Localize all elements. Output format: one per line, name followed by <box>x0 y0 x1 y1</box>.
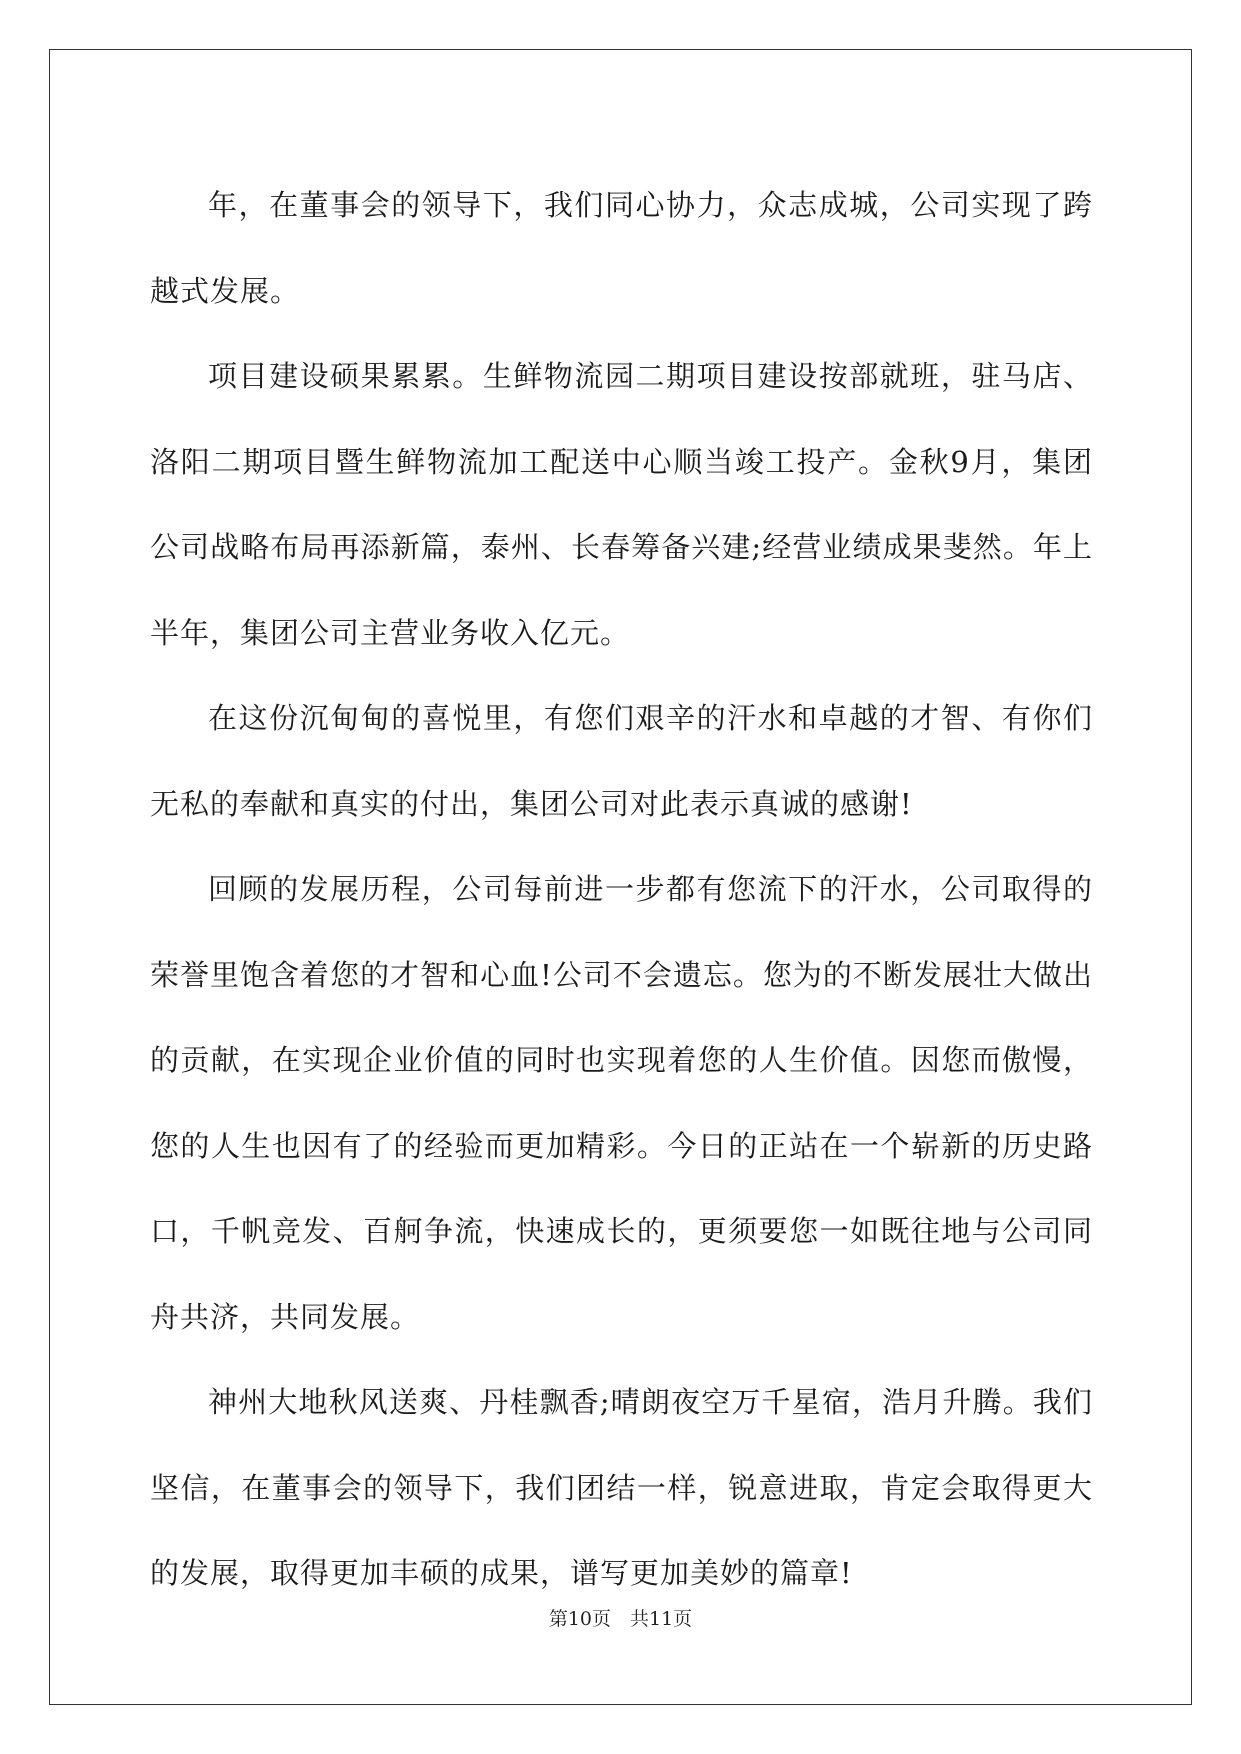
page-number-footer: 第10页 共11页 <box>548 1608 693 1630</box>
paragraph-1: 年，在董事会的领导下，我们同心协力，众志成城，公司实现了跨越式发展。 <box>150 188 1093 308</box>
paragraph-5: 神州大地秋风送爽、丹桂飘香;晴朗夜空万千星宿，浩月升腾。我们坚信，在董事会的领导下，我们团结一样，锐意进取，肯定会取得更大的发展，取得更加丰硕的成果，谱写更加美妙的篇章! <box>150 1385 1093 1590</box>
paragraph-3: 在这份沉甸甸的喜悦里，有您们艰辛的汗水和卓越的才智、有你们无私的奉献和真实的付出，集团公司对此表示真诚的感谢! <box>150 701 1093 821</box>
paragraph-2: 项目建设硕果累累。生鲜物流园二期项目建设按部就班，驻马店、洛阳二期项目暨生鲜物流加工配送中心顺当竣工投产。金秋9月，集团公司战略布局再添新篇，泰州、长春筹备兴建;经营业绩成果斐然。年上半年，集团公司主营业务收入亿元。 <box>150 359 1093 650</box>
document-body <box>150 163 1093 1617</box>
paragraph-4: 回顾的发展历程，公司每前进一步都有您流下的汗水，公司取得的荣誉里饱含着您的才智和心血!公司不会遗忘。您为的不断发展壮大做出的贡献，在实现企业价值的同时也实现着您的人生价值。因您而傲慢，您的人生也因有了的经验而更加精彩。今日的正站在一个崭新的历史路口，千帆竞发、百舸争流，快速成长的，更须要您一如既往地与公司同舟共济，共同发展。 <box>150 872 1093 1334</box>
